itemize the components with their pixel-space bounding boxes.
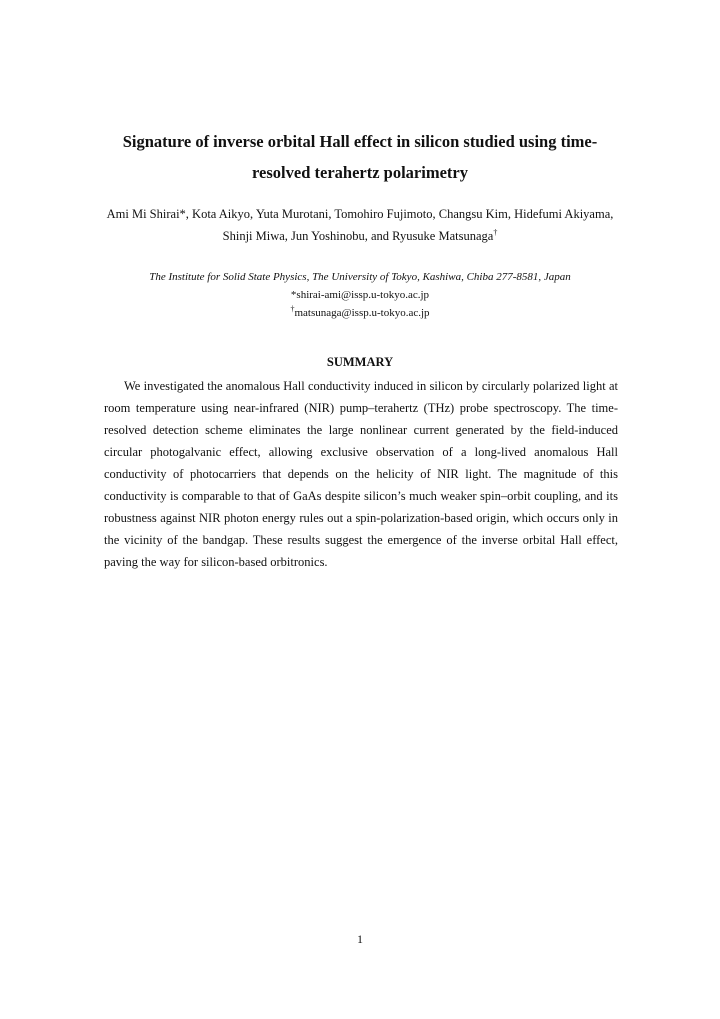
- author-names: Ami Mi Shirai*, Kota Aikyo, Yuta Murotani, Tomohiro Fujimoto, Changsu Kim, Hidefumi Akiyama, Shinji Miwa, Jun Yoshinobu, and Ryusuke Matsunaga: [106, 207, 614, 243]
- affiliation-block: [90, 268, 630, 322]
- email-matsunaga: matsunaga@issp.u-tokyo.ac.jp: [294, 307, 430, 319]
- summary-heading: SUMMARY: [326, 355, 394, 369]
- dagger-mark: †: [493, 227, 498, 237]
- summary-text: We investigated the anomalous Hall conductivity induced in silicon by circularly polarized light at room temperature using near-infrared (NIR) pump–terahertz (THz) probe spectroscopy. The time-resolved detection scheme eliminates the large nonlinear current generated by the field-induced circular photogalvanic effect, allowing exclusive observation of a long-lived anomalous Hall conductivity of photocarriers that depends on the helicity of NIR light. The magnitude of this conductivity is comparable to that of GaAs despite silicon’s much weaker spin–orbit coupling, and its robustness against NIR photon energy rules out a spin-polarization-based origin, which occurs only in the vicinity of the bandgap. These results suggest the emergence of the inverse orbital Hall effect, paving the way for silicon-based orbitronics.: [104, 379, 618, 569]
- dagger-mark-email: †: [290, 304, 295, 314]
- affiliation: The Institute for Solid State Physics, The University of Tokyo, Kashiwa, Chiba 277-8581, Japan: [149, 271, 571, 283]
- email-shirai: *shirai-ami@issp.u-tokyo.ac.jp: [290, 289, 430, 301]
- paper-title: Signature of inverse orbital Hall effect in silicon studied using time-resolved terahertz polarimetry: [122, 132, 598, 182]
- email-matsunaga-line: [90, 304, 630, 322]
- author-list: [100, 203, 620, 247]
- page-number: 1: [357, 932, 363, 946]
